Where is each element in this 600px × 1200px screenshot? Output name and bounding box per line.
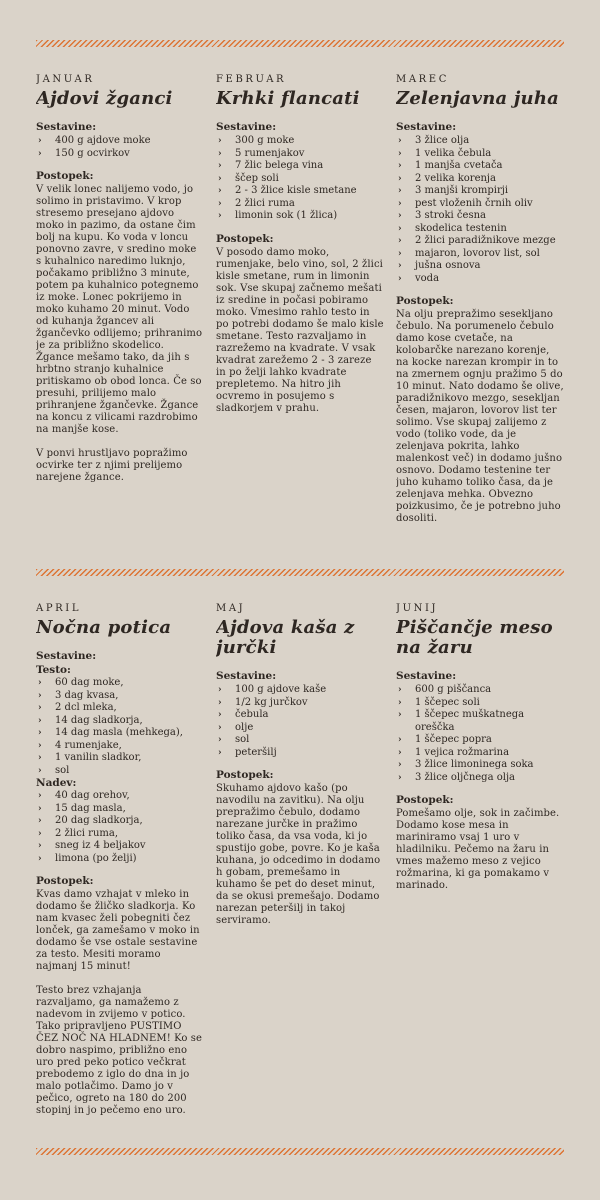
bullet-arrow-icon: › xyxy=(398,685,402,695)
bullet-arrow-icon: › xyxy=(38,816,42,826)
ingredient-item xyxy=(396,198,564,211)
method-paragraph: V velik lonec nalijemo vodo, jo solimo in pristavimo. V krop stresemo presejano ajdovo moko in pazimo, da ostane čim bolj na kupu. Ko voda v loncu ponovno zavre, v sredino moke s kuhalnico naredimo luknjo, počakamo približno 3 minute, potem pa kuhalnico potegnemo iz moke. Lonec pokrijemo in moko kuhamo 20 minut. Vodo od kuhanja žgancev ali žgančevko odlijemo; prihranimo je za približno skodelico. Žgance mešamo tako, da jih s hrbtno stranjo kuhalnice pritiskamo ob obod lonca. Če so presuhi, prilijemo malo prihranjene žgančevke. Žgance na koncu z vilicami razdrobimo na manjše kose. xyxy=(36,184,203,435)
bullet-arrow-icon: › xyxy=(398,148,402,159)
ingredient-text: 1 vanilin sladkor, xyxy=(55,752,142,763)
ingredient-text: 2 - 3 žlice kisle smetane xyxy=(235,185,357,196)
method-paragraph: Na olju prepražimo sesekljano čebulo. Na porumenelo čebulo damo kose cvetače, na kolobarčke narezano korenje, na kocke narezan krompir in to na zmernem ognju pražimo 5 do 10 minut. Nato dodamo še olive, paradižnikovo mezgo, sesekljan česen, majaron, lovorov list ter solimo. Vse skupaj zalijemo z vodo (toliko vode, da je zelenjava pokrita, lahko malenkost več) in dodamo jušno osnovo. Dodamo testenine ter juho kuhamo toliko časa, da je zelenjava mehka. Obvezno poizkusimo, če je potrebno juho dosoliti. xyxy=(396,309,564,524)
ingredient-item xyxy=(36,790,204,803)
bullet-arrow-icon: › xyxy=(218,710,222,720)
ingredient-item xyxy=(396,747,564,760)
bullet-arrow-icon: › xyxy=(38,703,42,713)
ingredient-text: 300 g moke xyxy=(235,135,295,146)
bullet-arrow-icon: › xyxy=(218,697,222,708)
method-paragraphs xyxy=(36,889,204,1117)
ingredient-item xyxy=(36,690,204,703)
ingredient-text: pest vloženih črnih oliv xyxy=(415,197,533,209)
month-label: MAREC xyxy=(396,74,449,85)
method-heading: Postopek: xyxy=(36,875,94,887)
month-label: JANUAR xyxy=(36,74,95,85)
ingredient-item xyxy=(396,772,564,785)
bullet-arrow-icon: › xyxy=(218,198,222,209)
recipe-card-februar xyxy=(216,73,384,569)
ingredient-list xyxy=(216,135,384,223)
ingredients-heading: Sestavine: xyxy=(216,670,277,682)
recipe-card-januar xyxy=(36,73,204,569)
recipe-card-marec xyxy=(396,73,564,569)
ingredient-text: 4 rumenjake, xyxy=(55,739,122,751)
ingredient-text: olje xyxy=(235,721,254,733)
bullet-arrow-icon: › xyxy=(38,136,42,146)
bullet-arrow-icon: › xyxy=(398,772,402,783)
bullet-arrow-icon: › xyxy=(398,760,402,770)
recipe-card-junij xyxy=(396,602,564,1148)
recipe-title: Ajdovi žganci xyxy=(36,88,173,109)
bullet-arrow-icon: › xyxy=(218,735,222,745)
method-paragraph: Testo brez vzhajanja razvaljamo, ga namažemo z nadevom in zvijemo v potico. Tako pripravljeno PUSTIMO ČEZ NOČ NA HLADNEM! Ko se dobro naspimo, približno eno uro pred peko potico večkrat prebodemo z iglo do dna in jo malo potlačimo. Damo jo v pečico, ogreto na 180 do 200 stopinj in jo pečemo eno uro. xyxy=(36,985,203,1116)
ingredient-text: 150 g ocvirkov xyxy=(55,147,130,159)
ingredient-text: 1 vejica rožmarina xyxy=(415,746,510,758)
ingredient-text: voda xyxy=(415,272,440,284)
month-label: MAJ xyxy=(216,603,246,614)
bullet-arrow-icon: › xyxy=(398,211,402,221)
ingredient-item xyxy=(396,684,564,697)
bullet-arrow-icon: › xyxy=(38,715,42,726)
bullet-arrow-icon: › xyxy=(38,765,42,776)
ingredient-text: 1 ščepec popra xyxy=(415,734,492,745)
ingredient-item xyxy=(36,828,204,841)
ingredient-item xyxy=(396,235,564,248)
bullet-arrow-icon: › xyxy=(38,753,42,763)
ingredient-item xyxy=(36,815,204,828)
bullet-arrow-icon: › xyxy=(38,690,42,701)
ingredient-item xyxy=(36,740,204,753)
ingredient-item xyxy=(36,715,204,728)
ingredient-item xyxy=(396,709,564,734)
ingredient-text: 400 g ajdove moke xyxy=(55,135,151,146)
ingredient-item xyxy=(36,702,204,715)
ingredient-item xyxy=(396,734,564,747)
ingredient-group-heading: Testo: xyxy=(36,664,71,676)
ingredient-text: 1 velika čebula xyxy=(415,147,492,159)
ingredient-item xyxy=(396,759,564,772)
recipe-title: Nočna potica xyxy=(36,617,172,638)
bullet-arrow-icon: › xyxy=(38,678,42,688)
ingredient-text: 3 manjši krompirji xyxy=(415,185,509,196)
ingredient-list xyxy=(396,135,564,285)
ingredient-text: 20 dag sladkorja, xyxy=(55,815,143,826)
ingredient-text: 40 dag orehov, xyxy=(55,790,130,801)
ingredient-text: 3 dag kvasa, xyxy=(55,689,119,701)
ingredient-item xyxy=(396,697,564,710)
ingredient-item xyxy=(216,148,384,161)
month-label: FEBRUAR xyxy=(216,74,287,85)
ingredient-item xyxy=(216,160,384,173)
ingredient-text: ščep soli xyxy=(235,172,279,184)
method-paragraph: Skuhamo ajdovo kašo (po navodilu na zavitku). Na olju prepražimo čebulo, dodamo narezane jurčke in pražimo toliko časa, da vsa voda, ki jo spustijo gobe, povre. Ko je kaša kuhana, jo odcedimo in dodamo h gobam, premešamo in kuhamo še pet do deset minut, da se okusi premešajo. Dodamo narezan peteršilj in takoj serviramo. xyxy=(216,783,381,926)
bullet-arrow-icon: › xyxy=(398,161,402,171)
method-heading: Postopek: xyxy=(36,170,94,182)
bullet-arrow-icon: › xyxy=(398,273,402,284)
ingredient-text: limona (po želji) xyxy=(55,852,137,864)
month-label: APRIL xyxy=(36,603,82,614)
bullet-arrow-icon: › xyxy=(218,211,222,221)
ingredient-item xyxy=(396,160,564,173)
ingredient-item xyxy=(396,248,564,261)
ingredient-item xyxy=(216,173,384,186)
bullet-arrow-icon: › xyxy=(218,148,222,159)
ingredient-text: 14 dag sladkorja, xyxy=(55,714,143,726)
ingredient-text: sol xyxy=(235,734,250,745)
bullet-arrow-icon: › xyxy=(38,791,42,801)
ingredient-text: 1/2 kg jurčkov xyxy=(235,696,308,708)
bullet-arrow-icon: › xyxy=(218,173,222,184)
ingredient-item xyxy=(216,185,384,198)
ingredient-text: limonin sok (1 žlica) xyxy=(235,210,338,221)
ingredient-text: 2 žlici ruma xyxy=(235,197,295,209)
ingredient-text: 3 žlice limoninega soka xyxy=(415,759,534,770)
bullet-arrow-icon: › xyxy=(398,173,402,184)
ingredient-text: 2 žlici ruma, xyxy=(55,827,119,839)
method-heading: Postopek: xyxy=(396,794,454,806)
ingredient-item xyxy=(396,148,564,161)
ingredient-item xyxy=(396,273,564,286)
method-paragraphs xyxy=(36,184,204,484)
ingredient-text: 1 ščepec muškatnega oreščka xyxy=(415,709,525,733)
bullet-arrow-icon: › xyxy=(398,261,402,271)
bullet-arrow-icon: › xyxy=(38,740,42,751)
ingredient-text: 1 manjša cvetača xyxy=(415,160,503,171)
bullet-arrow-icon: › xyxy=(398,136,402,146)
ingredient-text: 14 dag masla (mehkega), xyxy=(55,727,183,738)
bullet-arrow-icon: › xyxy=(398,248,402,259)
bullet-arrow-icon: › xyxy=(218,685,222,695)
month-label: JUNIJ xyxy=(396,603,439,614)
bullet-arrow-icon: › xyxy=(398,223,402,234)
bullet-arrow-icon: › xyxy=(38,828,42,839)
ingredients-heading: Sestavine: xyxy=(36,650,97,662)
ingredient-text: 3 žlice olja xyxy=(415,135,470,146)
bullet-arrow-icon: › xyxy=(398,198,402,209)
ingredient-text: jušna osnova xyxy=(415,260,481,271)
ingredient-text: čebula xyxy=(235,709,269,720)
ingredient-item xyxy=(396,223,564,236)
method-paragraphs xyxy=(396,808,564,892)
bullet-arrow-icon: › xyxy=(218,136,222,146)
ingredient-text: 2 žlici paradižnikove mezge xyxy=(415,235,556,246)
ingredient-item xyxy=(396,173,564,186)
ingredient-text: 3 stroki česna xyxy=(415,210,486,221)
ingredient-item xyxy=(216,135,384,148)
recipe-card-maj xyxy=(216,602,384,1148)
ingredient-item xyxy=(216,709,384,722)
ingredient-item xyxy=(36,727,204,740)
method-paragraph: Pomešamo olje, sok in začimbe. Dodamo kose mesa in mariniramo vsaj 1 uro v hladilniku. Pečemo na žaru in vmes mažemo meso z vejico rožmarina, ki ga pomakamo v marinado. xyxy=(396,808,560,891)
ingredient-group-heading: Nadev: xyxy=(36,777,77,789)
bullet-arrow-icon: › xyxy=(218,161,222,171)
ingredient-item xyxy=(216,198,384,211)
method-paragraphs xyxy=(216,783,384,927)
method-heading: Postopek: xyxy=(216,769,274,781)
ingredients-heading: Sestavine: xyxy=(396,121,457,133)
ingredient-item xyxy=(216,734,384,747)
divider-stripe-middle xyxy=(36,569,564,576)
recipe-title: Ajdova kaša z jurčki xyxy=(216,617,355,658)
ingredient-text: majaron, lovorov list, sol xyxy=(415,247,540,259)
ingredient-text: 3 žlice oljčnega olja xyxy=(415,771,516,783)
bullet-arrow-icon: › xyxy=(218,747,222,758)
method-paragraph: V ponvi hrustljavo popražimo ocvirke ter z njimi prelijemo narejene žgance. xyxy=(36,448,188,483)
bullet-arrow-icon: › xyxy=(38,841,42,851)
ingredient-item xyxy=(36,148,204,161)
bullet-arrow-icon: › xyxy=(398,697,402,708)
ingredient-text: 15 dag masla, xyxy=(55,802,126,814)
bullet-arrow-icon: › xyxy=(398,710,402,720)
bullet-arrow-icon: › xyxy=(218,186,222,196)
recipe-card-april xyxy=(36,602,204,1148)
ingredient-list xyxy=(36,135,204,160)
ingredient-item xyxy=(396,135,564,148)
ingredient-item xyxy=(396,185,564,198)
method-paragraph: Kvas damo vzhajat v mleko in dodamo še žličko sladkorja. Ko nam kvasec želi pobegniti čez lonček, ga zamešamo v moko in dodamo še vse ostale sestavine za testo. Mesiti moramo najmanj 15 minut! xyxy=(36,889,200,972)
ingredient-text: 100 g ajdove kaše xyxy=(235,684,327,695)
method-paragraph: V posodo damo moko, rumenjake, belo vino, sol, 2 žlici kisle smetane, rum in limonin sok. Vse skupaj začnemo mešati iz sredine in počasi pobiramo moko. Vmesimo rahlo testo in po potrebi dodamo še malo kisle smetane. Testo razvaljamo in razrežemo na kvadrate. V vsak kvadrat zarežemo 2 - 3 zareze in po želji lahko kvadrate prepletemo. Na hitro jih ocvremo in posujemo s sladkorjem v prahu. xyxy=(216,246,384,414)
ingredient-text: sneg iz 4 beljakov xyxy=(55,840,146,851)
ingredients-heading: Sestavine: xyxy=(396,670,457,682)
ingredient-item xyxy=(36,752,204,765)
recipes-row-1 xyxy=(0,47,600,569)
method-paragraphs xyxy=(216,247,384,415)
ingredient-item xyxy=(216,210,384,223)
bullet-arrow-icon: › xyxy=(38,853,42,864)
method-heading: Postopek: xyxy=(396,295,454,307)
recipe-title: Krhki flancati xyxy=(216,88,360,109)
ingredient-list xyxy=(216,684,384,759)
ingredient-item xyxy=(216,722,384,735)
bullet-arrow-icon: › xyxy=(398,186,402,196)
ingredient-item xyxy=(216,684,384,697)
method-heading: Postopek: xyxy=(216,232,274,245)
ingredient-text: sol xyxy=(55,764,70,776)
ingredient-list xyxy=(396,684,564,784)
bullet-arrow-icon: › xyxy=(398,735,402,745)
ingredient-text: 5 rumenjakov xyxy=(235,147,305,159)
ingredient-item xyxy=(216,747,384,760)
ingredient-text: skodelica testenin xyxy=(415,222,507,234)
ingredient-text: 2 dcl mleka, xyxy=(55,702,117,713)
ingredients-heading: Sestavine: xyxy=(216,121,277,133)
ingredient-text: peteršilj xyxy=(235,746,277,758)
ingredient-item xyxy=(36,853,204,866)
ingredient-text: 600 g piščanca xyxy=(415,684,492,695)
recipes-row-2 xyxy=(0,576,600,1148)
ingredient-text: 7 žlic belega vina xyxy=(235,160,324,171)
ingredient-item xyxy=(36,840,204,853)
ingredient-text: 1 ščepec soli xyxy=(415,696,480,708)
recipe-title: Zelenjavna juha xyxy=(396,88,559,109)
ingredient-item xyxy=(36,765,204,778)
ingredient-item xyxy=(396,210,564,223)
bullet-arrow-icon: › xyxy=(398,236,402,246)
ingredient-item xyxy=(36,135,204,148)
ingredient-list xyxy=(36,664,204,865)
bullet-arrow-icon: › xyxy=(218,722,222,733)
ingredient-item xyxy=(216,697,384,710)
bullet-arrow-icon: › xyxy=(38,148,42,159)
ingredient-item xyxy=(396,260,564,273)
ingredient-item xyxy=(36,803,204,816)
recipe-title: Piščančje meso na žaru xyxy=(396,617,553,658)
bullet-arrow-icon: › xyxy=(398,747,402,758)
ingredient-text: 2 velika korenja xyxy=(415,172,496,184)
ingredients-heading: Sestavine: xyxy=(36,121,97,133)
method-paragraphs xyxy=(396,309,564,525)
ingredient-item xyxy=(36,677,204,690)
bullet-arrow-icon: › xyxy=(38,803,42,814)
divider-stripe-top xyxy=(36,40,564,47)
bullet-arrow-icon: › xyxy=(38,728,42,738)
ingredient-text: 60 dag moke, xyxy=(55,677,124,688)
divider-stripe-bottom xyxy=(36,1148,564,1155)
